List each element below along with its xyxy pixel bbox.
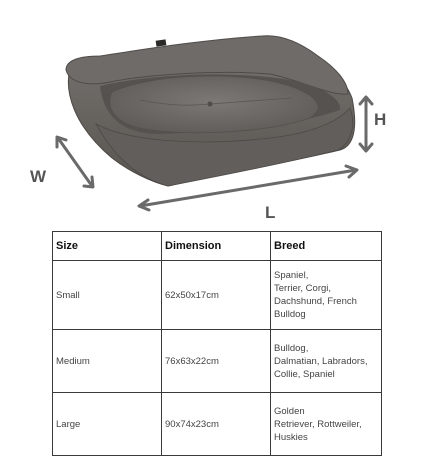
height-arrow-icon (360, 97, 372, 151)
cell-size: Large (53, 393, 162, 456)
header-size: Size (53, 232, 162, 261)
width-label: W (30, 167, 47, 186)
cell-dimension: 62x50x17cm (162, 261, 271, 330)
cell-dimension: 76x63x22cm (162, 330, 271, 393)
dog-bed-illustration (0, 0, 433, 228)
breed-line: Golden (274, 405, 305, 417)
breed-line: Retriever, Rottweiler, (274, 418, 362, 430)
breed-line: Collie, Spaniel (274, 368, 335, 380)
cell-breed (271, 393, 382, 456)
table-row (53, 330, 382, 393)
breed-line: Bulldog, (274, 342, 309, 354)
length-label: L (265, 203, 276, 222)
cell-size: Medium (53, 330, 162, 393)
product-figure (0, 0, 433, 228)
breed-line: Dachshund, French (274, 296, 357, 307)
breed-line: Huskies (274, 431, 308, 443)
brand-tag (156, 39, 167, 46)
size-table (52, 231, 382, 456)
table-row (53, 261, 382, 330)
breed-line: Spaniel, (274, 270, 309, 281)
header-breed: Breed (271, 232, 382, 261)
cell-size: Small (53, 261, 162, 330)
height-label: H (374, 110, 387, 129)
breed-line: Bulldog (274, 309, 306, 320)
table-row (53, 393, 382, 456)
cell-breed (271, 330, 382, 393)
cell-breed (271, 261, 382, 330)
cell-dimension: 90x74x23cm (162, 393, 271, 456)
width-arrow-icon (57, 137, 93, 187)
table-header-row (53, 232, 382, 261)
header-dimension: Dimension (162, 232, 271, 261)
breed-line: Terrier, Corgi, (274, 283, 332, 294)
breed-line: Dalmatian, Labradors, (274, 355, 368, 367)
